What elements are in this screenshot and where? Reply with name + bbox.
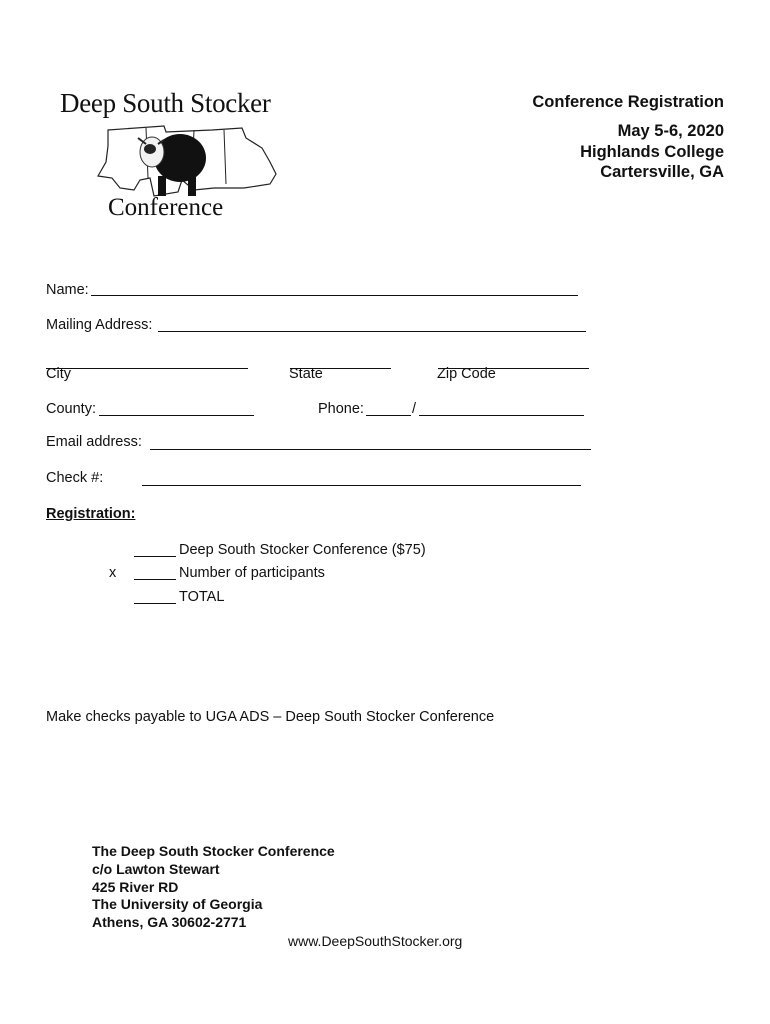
logo-subtitle: Conference [108, 194, 224, 221]
county-field[interactable] [99, 415, 254, 416]
total-blank[interactable] [134, 603, 176, 604]
payable-note: Make checks payable to UGA ADS – Deep South Stocker Conference [46, 709, 495, 725]
mailing-address-block [92, 843, 335, 932]
event-dates: May 5-6, 2020 [617, 122, 724, 140]
mailing-address-label: Mailing Address: [46, 317, 153, 333]
event-header [532, 92, 724, 183]
phone-separator: / [412, 401, 417, 417]
zip-code-label: Zip Code [437, 366, 496, 382]
event-venue: Highlands College [580, 142, 724, 161]
name-label: Name: [46, 282, 89, 298]
address-line: The Deep South Stocker Conference [92, 843, 335, 859]
cattle-map-icon [94, 118, 284, 200]
check-number-label: Check #: [46, 470, 104, 486]
address-line: c/o Lawton Stewart [92, 860, 220, 877]
address-line: 425 River RD [92, 878, 179, 895]
email-label: Email address: [46, 434, 142, 450]
multiply-sign: x [109, 565, 117, 581]
event-city: Cartersville, GA [600, 163, 724, 181]
mailing-address-field[interactable] [158, 331, 586, 332]
city-field[interactable] [46, 368, 248, 369]
conference-logo [58, 88, 294, 228]
state-label: State [289, 366, 323, 382]
logo-title: Deep South Stocker [60, 88, 271, 118]
conference-fee-blank[interactable] [134, 556, 176, 557]
form-title: Conference Registration [532, 93, 724, 111]
address-line: The University of Georgia [92, 896, 263, 913]
website-link[interactable]: www.DeepSouthStocker.org [288, 933, 463, 949]
address-line: Athens, GA 30602-2771 [92, 914, 247, 931]
check-number-field[interactable] [142, 485, 581, 486]
participants-blank[interactable] [134, 579, 176, 580]
county-label: County: [46, 401, 96, 417]
registration-item: Number of participants [179, 565, 325, 581]
name-field[interactable] [91, 295, 578, 296]
registration-item: Deep South Stocker Conference ($75) [179, 542, 426, 558]
email-field[interactable] [150, 449, 591, 450]
city-label: City [46, 366, 71, 382]
phone-area-code-field[interactable] [366, 415, 411, 416]
registration-item: TOTAL [179, 589, 225, 605]
phone-number-field[interactable] [419, 415, 584, 416]
registration-heading: Registration: [46, 506, 136, 522]
phone-label: Phone: [318, 401, 364, 417]
